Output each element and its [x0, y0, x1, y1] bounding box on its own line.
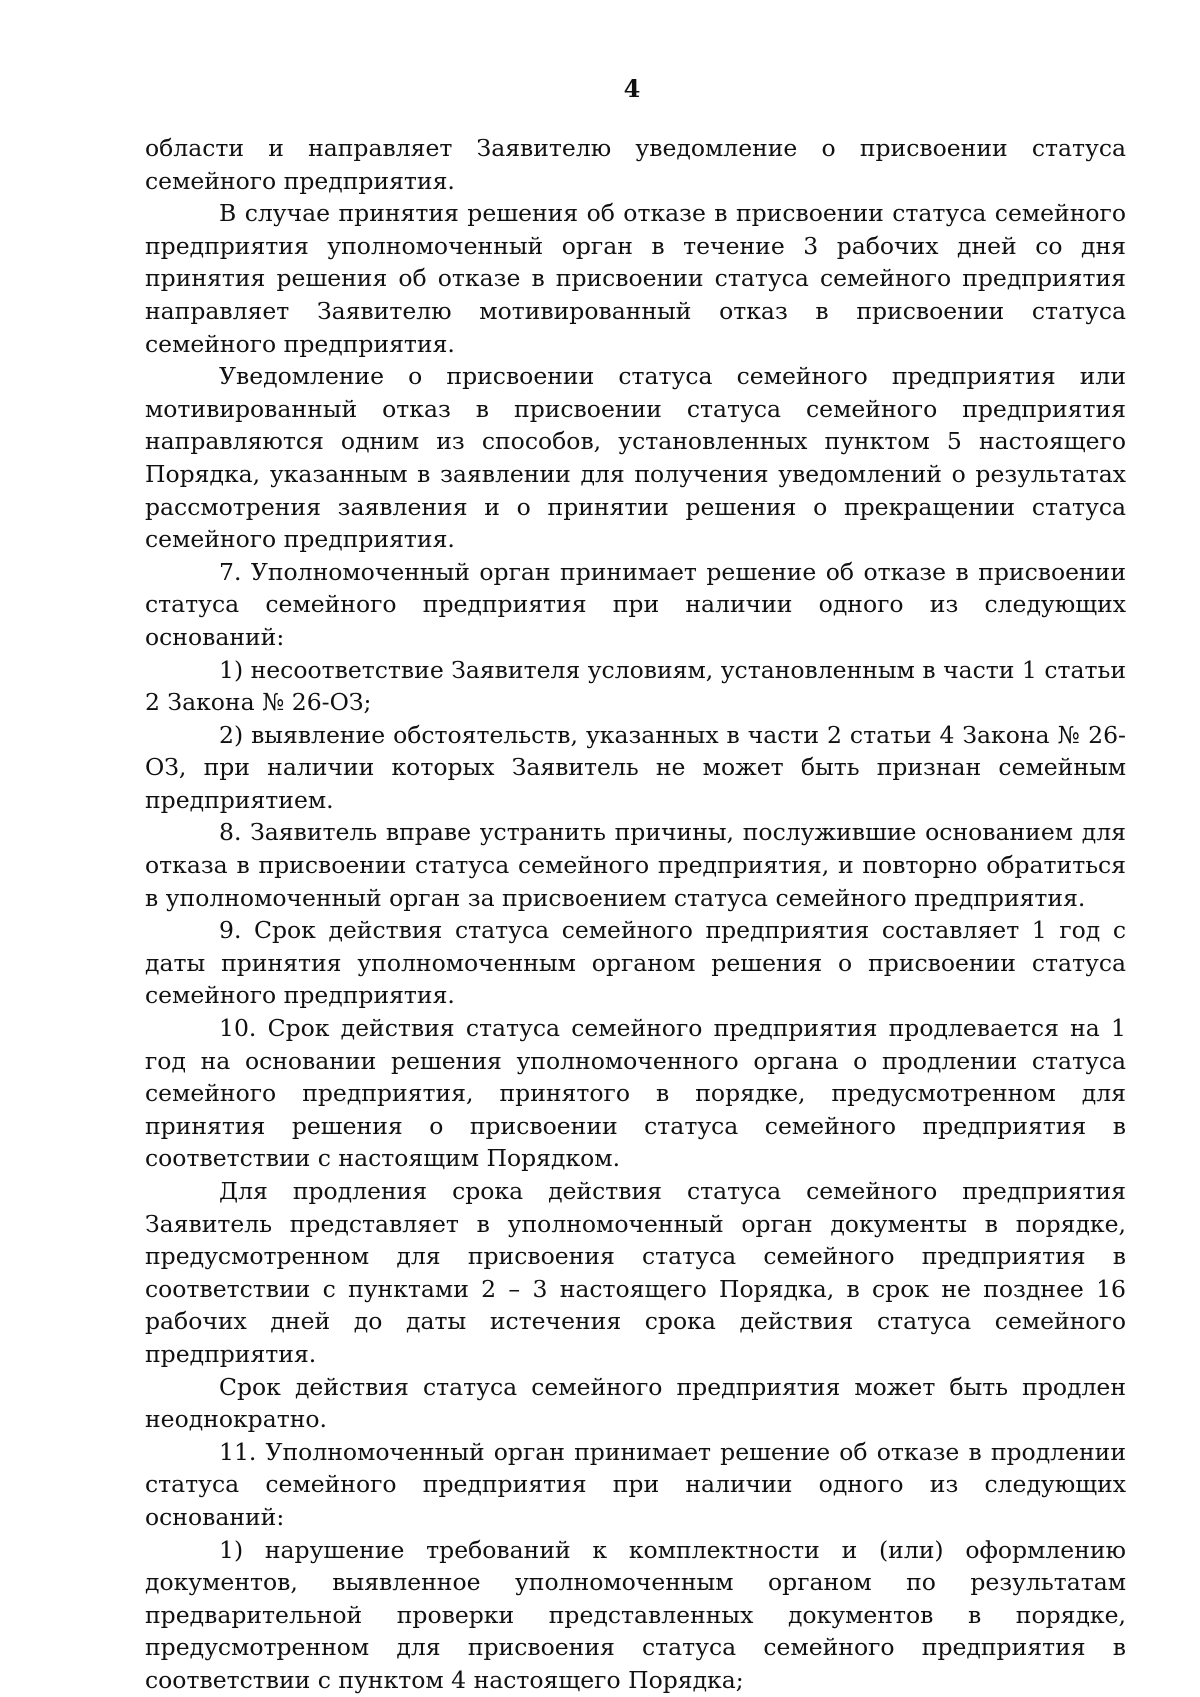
paragraph-item-11: 11. Уполномоченный орган принимает решение об отказе в продлении статуса семейного предприятия при наличии одного из следующих оснований:	[145, 1437, 1126, 1531]
document-body	[145, 132, 1126, 1697]
paragraph-continuation: области и направляет Заявителю уведомление о присвоении статуса семейного предприятия.	[145, 134, 1126, 195]
paragraph-item-7-1: 1) несоответствие Заявителя условиям, установленным в части 1 статьи 2 Закона № 26-ОЗ;	[145, 655, 1126, 717]
paragraph-notification-method: Уведомление о присвоении статуса семейного предприятия или мотивированный отказ в присвоении статуса семейного предприятия направляются одним из способов, установленных пунктом 5 настоящего Порядка, указанным в заявлении для получения уведомлений о результатах рассмотрения заявления и о принятии решения о прекращении статуса семейного предприятия.	[145, 362, 1126, 554]
paragraph-item-7-2: 2) выявление обстоятельств, указанных в части 2 статьи 4 Закона № 26-ОЗ, при наличии которых Заявитель не может быть признан семейным предприятием.	[145, 720, 1126, 814]
paragraph-item-9: 9. Срок действия статуса семейного предприятия составляет 1 год с даты принятия уполномоченным органом решения о присвоении статуса семейного предприятия.	[145, 916, 1126, 1010]
paragraph-extension-procedure: Для продления срока действия статуса семейного предприятия Заявитель представляет в уполномоченный орган документы в порядке, предусмотренном для присвоения статуса семейного предприятия в соответствии с пунктами 2 – 3 настоящего Порядка, в срок не позднее 16 рабочих дней до даты истечения срока действия статуса семейного предприятия.	[145, 1177, 1126, 1368]
paragraph-item-10: 10. Срок действия статуса семейного предприятия продлевается на 1 год на основании решения уполномоченного органа о продлении статуса семейного предприятия, принятого в порядке, предусмотренном для принятия решения о присвоении статуса семейного предприятия в соответствии с настоящим Порядком.	[145, 1014, 1126, 1173]
paragraph-refusal-notice: В случае принятия решения об отказе в присвоении статуса семейного предприятия уполномоченный орган в течение 3 рабочих дней со дня принятия решения об отказе в присвоении статуса семейного предприятия направляет Заявителю мотивированный отказ в присвоении статуса семейного предприятия.	[145, 199, 1126, 358]
paragraph-item-8: 8. Заявитель вправе устранить причины, послужившие основанием для отказа в присвоении статуса семейного предприятия, и повторно обратиться в уполномоченный орган за присвоением статуса семейного предприятия.	[145, 818, 1126, 912]
paragraph-item-11-1: 1) нарушение требований к комплектности и (или) оформлению документов, выявленное уполномоченным органом по результатам предварительной проверки представленных документов в порядке, предусмотренном для присвоения статуса семейного предприятия в соответствии с пунктом 4 настоящего Порядка;	[145, 1535, 1126, 1694]
page-number: 4	[623, 74, 641, 103]
paragraph-item-7: 7. Уполномоченный орган принимает решение об отказе в присвоении статуса семейного предприятия при наличии одного из следующих оснований:	[145, 557, 1126, 651]
paragraph-extension-repeat: Срок действия статуса семейного предприятия может быть продлен неоднократно.	[145, 1372, 1126, 1434]
